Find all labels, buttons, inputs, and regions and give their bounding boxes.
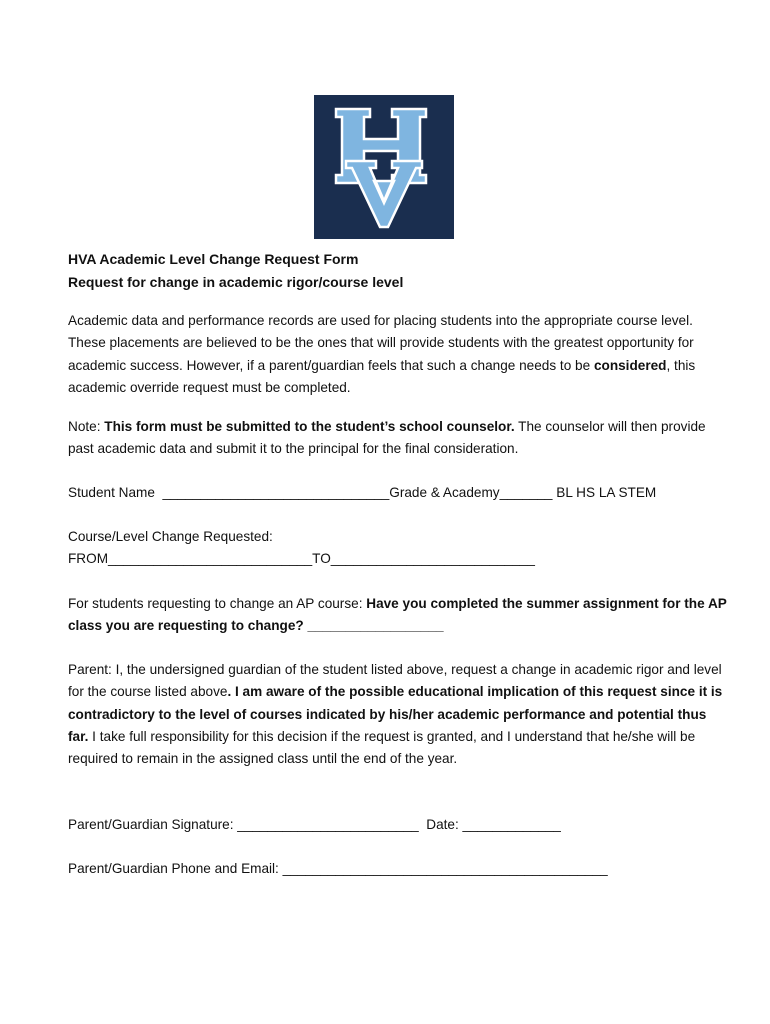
note-paragraph (68, 416, 728, 461)
form-header (68, 248, 728, 294)
form-title: HVA Academic Level Change Request Form (68, 251, 359, 267)
form-subtitle: Request for change in academic rigor/course level (68, 274, 404, 290)
parent-text-2: I take full responsibility for this decision if the request is granted, and I understand that he/she will be required to remain in the assigned class until the end of the year. (68, 728, 696, 767)
note-text: The counselor will then provide past academic data and submit it to the principal for the final consideration. (68, 419, 706, 457)
intro-bold: considered (593, 357, 667, 373)
hva-monogram-icon (314, 95, 454, 239)
signature-field[interactable] (68, 814, 728, 836)
ap-question (68, 593, 728, 638)
course-change-label: Course/Level Change Requested: (68, 529, 273, 544)
parent-text-1: Parent: I, the undersigned guardian of the student listed above, request a change in academic rigor and level for the course listed above (68, 662, 722, 700)
note-bold: This form must be submitted to the student’s school counselor. (104, 419, 515, 434)
intro-text-2: , this academic override request must be completed. (68, 357, 696, 395)
ap-answer-blank[interactable]: __________________ (303, 618, 444, 634)
intro-text-1: Academic data and performance records are used for placing students into the appropriate course level. These placements are believed to be the ones that will provide students with the greatest opportunity for academic success. However, if a parent/guardian feels that such a change needs to be (68, 313, 694, 373)
course-change-section (68, 526, 728, 571)
student-field[interactable] (68, 482, 728, 504)
course-from-to-field[interactable]: FROM___________________________TO___________________________ (68, 551, 535, 567)
hva-logo (314, 95, 454, 239)
contact-field[interactable] (68, 858, 728, 880)
signature-date-line[interactable]: Parent/Guardian Signature: ________________________ Date: _____________ (68, 817, 561, 832)
intro-paragraph (68, 310, 728, 399)
ap-bold-question: Have you completed the summer assignment for the AP class you are requesting to change? (68, 596, 727, 634)
parent-statement (68, 659, 728, 770)
phone-email-line[interactable]: Parent/Guardian Phone and Email: ___________________________________________ (68, 861, 608, 876)
note-label: Note: (68, 419, 105, 434)
student-name-grade-line[interactable]: Student Name ______________________________Grade & Academy_______ BL HS LA STEM (68, 485, 657, 500)
parent-bold: . I am aware of the possible educational implication of this request since it is contradictory to the level of courses indicated by his/her academic performance and potential thus far. (68, 684, 723, 744)
ap-intro: For students requesting to change an AP course: (68, 596, 367, 611)
